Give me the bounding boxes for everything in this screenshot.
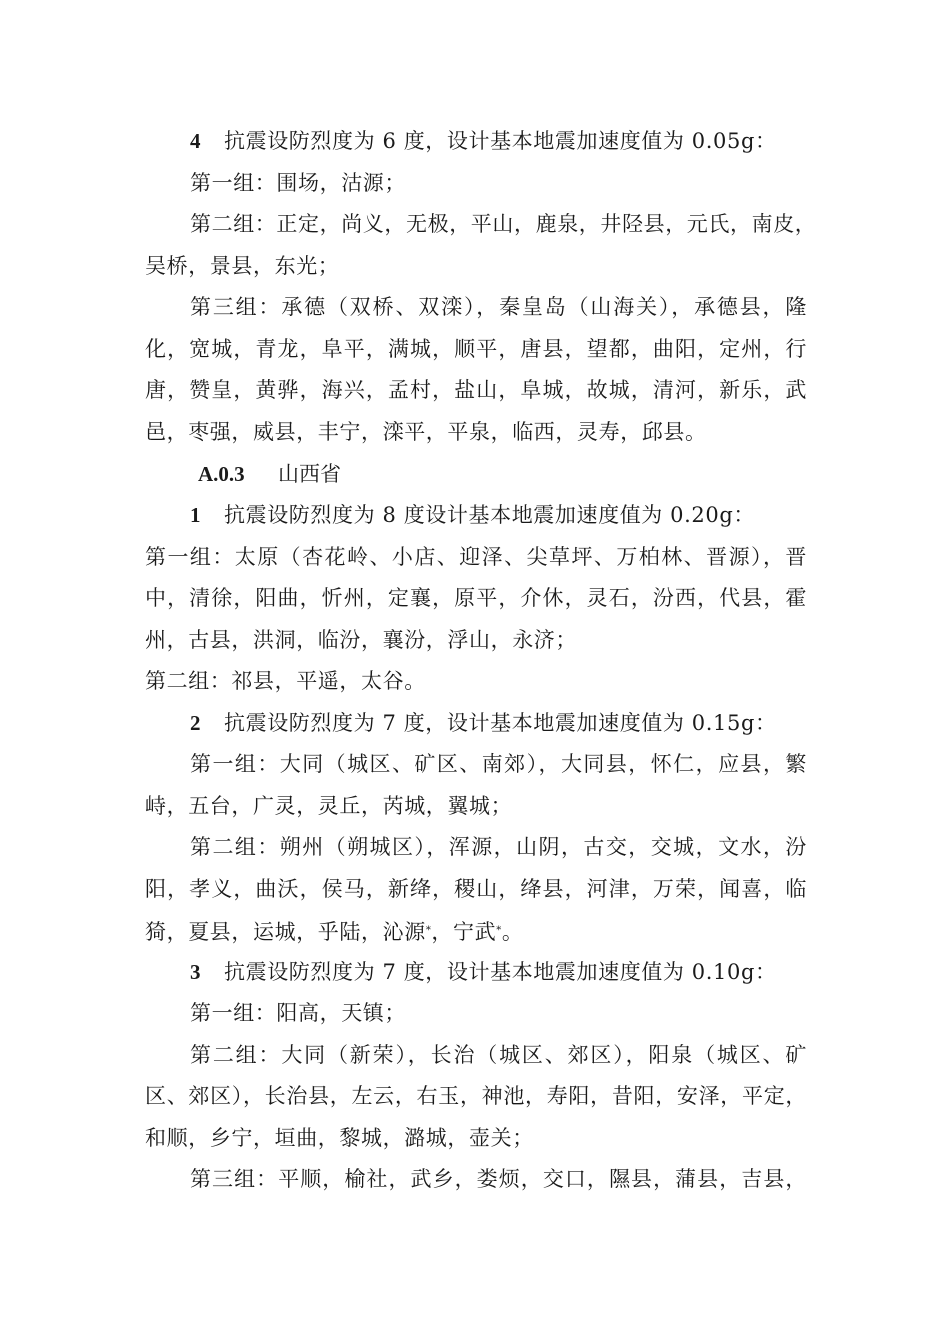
group-line: 第一组：太原（杏花岭、小店、迎泽、尖草坪、万柏林、晋源），晋 <box>145 544 807 569</box>
asterisk-mark: * <box>496 925 502 936</box>
clause-text: 抗震设防烈度为 7 度，设计基本地震加速度值为 0.10g： <box>224 959 777 984</box>
group-line: 峙，五台，广灵，灵丘，芮城，翼城； <box>145 793 513 818</box>
group-line: 唐，赞皇，黄骅，海兴，孟村，盐山，阜城，故城，清河，新乐，武 <box>145 378 807 402</box>
line-text: 。 <box>501 920 524 944</box>
group-line: 第一组：阳高，天镇； <box>190 1001 406 1025</box>
group-line: 第三组：承德（双桥、双滦），秦皇岛（山海关），承德县，隆 <box>190 295 807 319</box>
line-text: ，宁武 <box>431 920 497 944</box>
group-line: 邑，枣强，威县，丰宁，滦平，平泉，临西，灵寿，邱县。 <box>145 419 707 444</box>
section-number: A.0.3 <box>198 462 245 486</box>
group-line: 第一组：大同（城区、矿区、南郊），大同县，怀仁，应县，繁 <box>190 752 807 776</box>
clause-2-heading <box>145 703 807 745</box>
group-line: 第二组：祁县，平遥，太谷。 <box>145 669 426 693</box>
group-line: 第一组：围场，沽源； <box>190 170 406 195</box>
group-line: 化，宽城，青龙，阜平，满城，顺平，唐县，望都，曲阳，定州，行 <box>145 336 807 361</box>
clause-text: 抗震设防烈度为 8 度设计基本地震加速度值为 0.20g： <box>224 503 755 527</box>
group-line: 吴桥，景县，东光； <box>145 253 340 278</box>
clause-1-heading <box>145 495 807 537</box>
group-line: 第二组：朔州（朔城区），浑源，山阴，古交，交城，文水，汾 <box>190 835 807 859</box>
clause-text: 抗震设防烈度为 6 度，设计基本地震加速度值为 0.05g： <box>224 129 777 153</box>
document-page <box>145 121 817 1201</box>
group-line: 区、郊区），长治县，左云，右玉，神池，寿阳，昔阳，安泽，平定， <box>145 1084 807 1108</box>
line-text: 猗，夏县，运城，乎陆，沁源 <box>145 920 426 944</box>
group-line: 州，古县，洪洞，临汾，襄汾，浮山，永济； <box>145 627 577 652</box>
group-line: 和顺，乡宁，垣曲，黎城，潞城，壶关； <box>145 1125 534 1150</box>
clause-number: 4 <box>190 129 202 153</box>
clause-4-heading <box>145 121 807 163</box>
asterisk-mark: * <box>425 925 432 936</box>
clause-text: 抗震设防烈度为 7 度，设计基本地震加速度值为 0.15g： <box>224 710 777 735</box>
section-heading <box>145 453 807 495</box>
group-line <box>145 910 807 952</box>
section-title: 山西省 <box>278 462 341 486</box>
group-line: 第二组：正定，尚义，无极，平山，鹿泉，井陉县，元氏，南皮， <box>190 212 817 236</box>
group-line: 第二组：大同（新荣），长治（城区、郊区），阳泉（城区、矿 <box>190 1042 807 1067</box>
clause-number: 2 <box>190 710 202 735</box>
group-line: 阳，孝义，曲沃，侯马，新绛，稷山，绛县，河津，万荣，闻喜，临 <box>145 876 807 901</box>
clause-number: 3 <box>190 959 202 984</box>
group-line: 第三组：平顺，榆社，武乡，娄烦，交口，隰县，蒲县，吉县， <box>190 1167 807 1191</box>
clause-number: 1 <box>190 503 202 527</box>
group-line: 中，清徐，阳曲，忻州，定襄，原平，介休，灵石，汾西，代县，霍 <box>145 586 807 610</box>
clause-3-heading <box>145 952 807 994</box>
